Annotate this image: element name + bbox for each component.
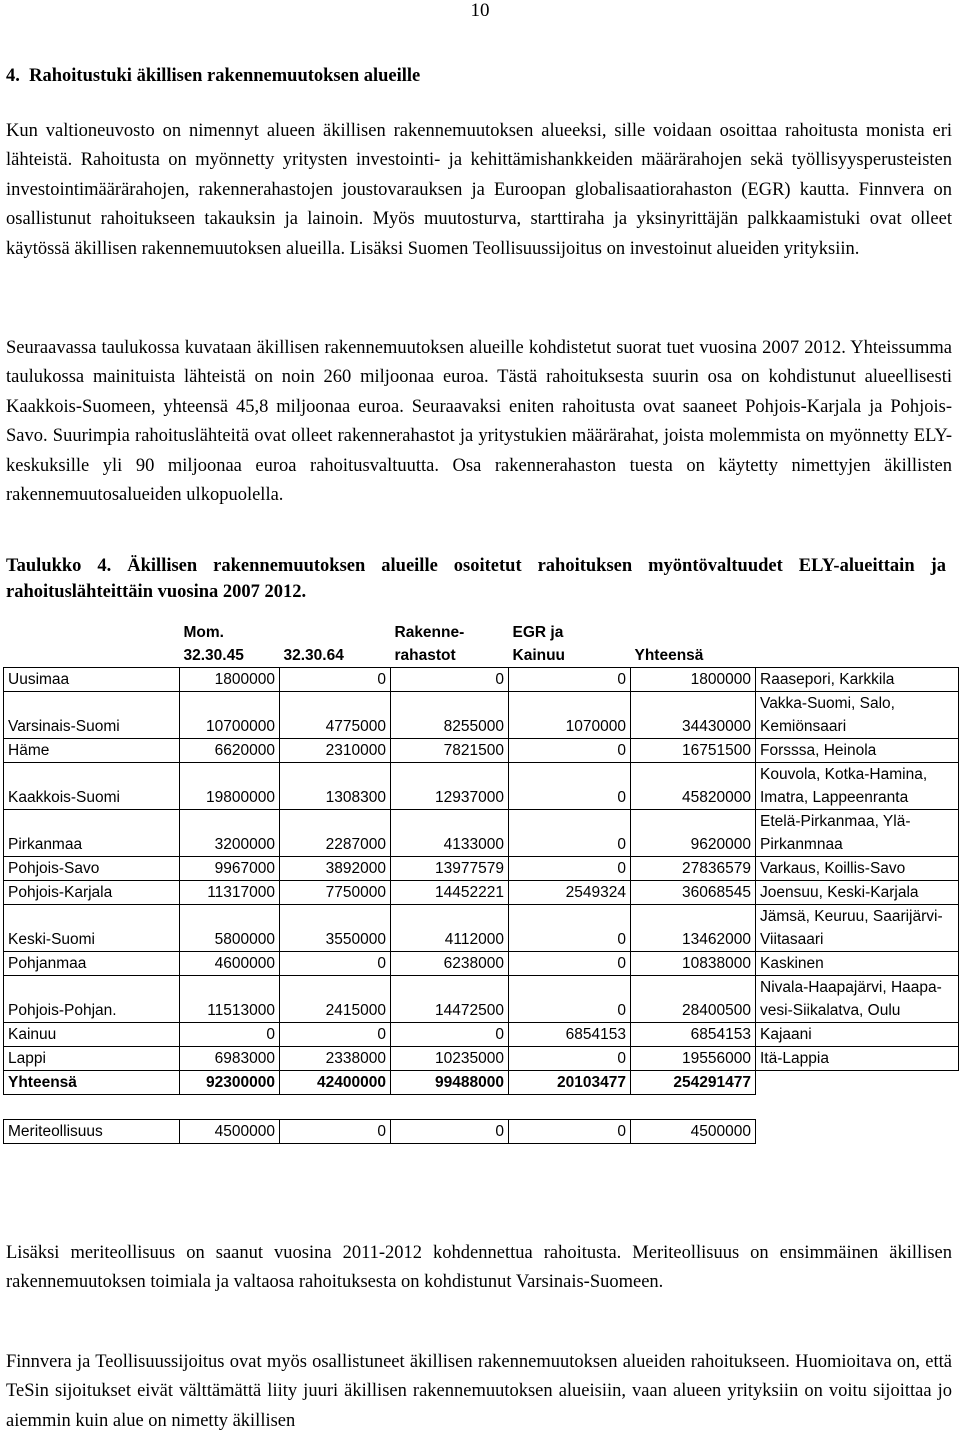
cell-region: Uusimaa — [4, 668, 180, 692]
header-mom-32-30-64: 32.30.64 — [280, 621, 391, 668]
extra-cell-total: 4500000 — [631, 1120, 756, 1144]
cell-total: 16751500 — [631, 739, 756, 763]
spacer-cell — [280, 1095, 391, 1120]
areas-line-1: Etelä-Pirkanmaa, Ylä- — [760, 813, 911, 830]
areas-line-1: Joensuu, Keski-Karjala — [760, 884, 919, 901]
cell-total: 1800000 — [631, 668, 756, 692]
paragraph-finnvera: Finnvera ja Teollisuussijoitus ovat myös osallistuneet äkillisen rakennemuutoksen alueiden rahoitukseen. Huomioitava on, että TeSin sijoitukset eivät välttämättä liity juuri äkillisen rakennemuutoksen alueisiin, vaan alueen yrityksiin on voitu sijoittaa jo aiemmin kuin alue on nimetty äkillisen — [6, 1352, 952, 1431]
cell-mom64: 0 — [280, 668, 391, 692]
cell-areas — [756, 976, 959, 1023]
areas-line-1: Vakka-Suomi, Salo, — [760, 695, 895, 712]
cell-egr: 0 — [509, 763, 631, 810]
total-cell-rakenne: 99488000 — [391, 1071, 509, 1095]
extra-cell-rakenne: 0 — [391, 1120, 509, 1144]
total-cell-egr: 20103477 — [509, 1071, 631, 1095]
cell-mom45: 19800000 — [180, 763, 280, 810]
extra-cell-mom64: 0 — [280, 1120, 391, 1144]
areas-line-2: Viitasaari — [760, 931, 824, 948]
cell-areas — [756, 905, 959, 952]
table-row — [4, 857, 959, 881]
extra-cell-egr: 0 — [509, 1120, 631, 1144]
cell-areas — [756, 1047, 959, 1071]
extra-cell-mom45: 4500000 — [180, 1120, 280, 1144]
areas-line-1: Kaskinen — [760, 955, 824, 972]
cell-mom45: 11513000 — [180, 976, 280, 1023]
areas-line-1: Forsssa, Heinola — [760, 742, 877, 759]
cell-total: 10838000 — [631, 952, 756, 976]
cell-areas — [756, 668, 959, 692]
table-row — [4, 810, 959, 857]
cell-mom64: 7750000 — [280, 881, 391, 905]
cell-mom64: 0 — [280, 1023, 391, 1047]
table-row — [4, 692, 959, 739]
table-row-meriteollisuus — [4, 1120, 959, 1144]
cell-mom45: 11317000 — [180, 881, 280, 905]
extra-cell-region: Meriteollisuus — [4, 1120, 180, 1144]
total-cell-total: 254291477 — [631, 1071, 756, 1095]
cell-region: Pohjanmaa — [4, 952, 180, 976]
cell-mom45: 6983000 — [180, 1047, 280, 1071]
header-rakennerahastot: Rakenne- rahastot — [391, 621, 509, 668]
cell-egr: 1070000 — [509, 692, 631, 739]
table-header-row — [4, 621, 959, 668]
cell-mom64: 3550000 — [280, 905, 391, 952]
header-mom-32-30-45: Mom. 32.30.45 — [180, 621, 280, 668]
cell-mom45: 4600000 — [180, 952, 280, 976]
cell-total: 6854153 — [631, 1023, 756, 1047]
cell-region: Pohjois-Pohjan. — [4, 976, 180, 1023]
total-cell-mom64: 42400000 — [280, 1071, 391, 1095]
paragraph-meriteollisuus: Lisäksi meriteollisuus on saanut vuosina 2011-2012 kohdennettua rahoitusta. Meriteollisuus on ensimmäinen äkillisen rakennemuutoksen toimiala ja valtaosa rahoituksesta on kohdistunut Varsinais-Suomeen. — [6, 1243, 952, 1293]
cell-region: Varsinais-Suomi — [4, 692, 180, 739]
paragraph-table-description: Seuraavassa taulukossa kuvataan äkillisen rakennemuutoksen alueille kohdistetut suorat tuet vuosina 2007 2012. Yhteissumma taulukossa mainituista lähteistä on noin 260 miljoonaa euroa. Tästä rahoituksesta suurin osa on kohdistunut alueellisesti Kaakkois-Suomeen, yhteensä 45,8 miljoonaa euroa. Seuraavaksi eniten rahoitusta ovat saaneet Pohjois-Karjala ja Pohjois-Savo. Suurimpia rahoituslähteitä ovat olleet rakennerahastot ja yritystukien määrärahat, joista molemmista on myönnetty ELY-keskuksille yli 90 miljoonaa euroa rahoitusvaltuutta. Osa rakennerahaston tuesta on käytetty nimettyjen äkillisten rakennemuutosalueiden ulkopuolella. — [6, 338, 952, 506]
cell-egr: 0 — [509, 976, 631, 1023]
cell-mom64: 2310000 — [280, 739, 391, 763]
cell-region: Pohjois-Savo — [4, 857, 180, 881]
cell-total: 36068545 — [631, 881, 756, 905]
table-row — [4, 763, 959, 810]
cell-rakenne: 13977579 — [391, 857, 509, 881]
areas-line-2: Imatra, Lappeenranta — [760, 789, 909, 806]
table-row — [4, 952, 959, 976]
cell-egr: 0 — [509, 857, 631, 881]
cell-rakenne: 7821500 — [391, 739, 509, 763]
cell-mom45: 10700000 — [180, 692, 280, 739]
total-cell-region: Yhteensä — [4, 1071, 180, 1095]
section-heading: 4. Rahoitustuki äkillisen rakennemuutoksen alueille — [6, 66, 421, 86]
areas-line-1: Varkaus, Koillis-Savo — [760, 860, 906, 877]
table-row — [4, 905, 959, 952]
cell-rakenne: 14472500 — [391, 976, 509, 1023]
areas-line-2: Pirkanmnaa — [760, 836, 843, 853]
cell-mom45: 9967000 — [180, 857, 280, 881]
table-row — [4, 881, 959, 905]
spacer-cell — [509, 1095, 631, 1120]
table-row — [4, 1047, 959, 1071]
cell-total: 13462000 — [631, 905, 756, 952]
cell-rakenne: 4133000 — [391, 810, 509, 857]
cell-areas — [756, 881, 959, 905]
cell-areas — [756, 1023, 959, 1047]
areas-line-1: Kajaani — [760, 1026, 812, 1043]
header-yhteensa: Yhteensä — [631, 621, 756, 668]
cell-region: Pohjois-Karjala — [4, 881, 180, 905]
cell-mom64: 2287000 — [280, 810, 391, 857]
table-spacer-row — [4, 1095, 959, 1120]
areas-line-1: Itä-Lappia — [760, 1050, 829, 1067]
cell-egr: 0 — [509, 739, 631, 763]
cell-mom45: 6620000 — [180, 739, 280, 763]
cell-egr: 0 — [509, 952, 631, 976]
header-areas-empty — [756, 621, 959, 668]
areas-line-1: Raasepori, Karkkila — [760, 671, 895, 688]
cell-total: 9620000 — [631, 810, 756, 857]
cell-mom64: 0 — [280, 952, 391, 976]
spacer-cell — [756, 1095, 959, 1120]
cell-areas — [756, 739, 959, 763]
cell-total: 34430000 — [631, 692, 756, 739]
cell-mom45: 3200000 — [180, 810, 280, 857]
table-row — [4, 976, 959, 1023]
cell-mom45: 0 — [180, 1023, 280, 1047]
cell-rakenne: 0 — [391, 1023, 509, 1047]
table-total-row — [4, 1071, 959, 1095]
cell-areas — [756, 763, 959, 810]
cell-region: Lappi — [4, 1047, 180, 1071]
funding-table — [3, 621, 959, 1144]
header-empty-cell — [4, 621, 180, 668]
cell-rakenne: 8255000 — [391, 692, 509, 739]
cell-mom64: 2415000 — [280, 976, 391, 1023]
cell-region: Keski-Suomi — [4, 905, 180, 952]
cell-areas — [756, 810, 959, 857]
table-caption: Taulukko 4. Äkillisen rakennemuutoksen alueille osoitetut rahoituksen myöntövaltuudet ELY-alueittain ja rahoituslähteittäin vuosina 2007 2012. — [6, 556, 946, 602]
cell-mom45: 5800000 — [180, 905, 280, 952]
areas-line-2: Kemiönsaari — [760, 718, 847, 735]
cell-egr: 0 — [509, 1047, 631, 1071]
cell-region: Kaakkois-Suomi — [4, 763, 180, 810]
cell-egr: 0 — [509, 668, 631, 692]
cell-total: 28400500 — [631, 976, 756, 1023]
cell-region: Pirkanmaa — [4, 810, 180, 857]
cell-mom64: 1308300 — [280, 763, 391, 810]
cell-rakenne: 12937000 — [391, 763, 509, 810]
cell-rakenne: 6238000 — [391, 952, 509, 976]
cell-rakenne: 0 — [391, 668, 509, 692]
cell-rakenne: 14452221 — [391, 881, 509, 905]
cell-mom64: 2338000 — [280, 1047, 391, 1071]
cell-rakenne: 4112000 — [391, 905, 509, 952]
cell-areas — [756, 857, 959, 881]
cell-egr: 6854153 — [509, 1023, 631, 1047]
cell-region: Kainuu — [4, 1023, 180, 1047]
cell-total: 19556000 — [631, 1047, 756, 1071]
cell-mom64: 3892000 — [280, 857, 391, 881]
areas-line-1: Nivala-Haapajärvi, Haapa- — [760, 979, 942, 996]
total-cell-mom45: 92300000 — [180, 1071, 280, 1095]
areas-line-1: Jämsä, Keuruu, Saarijärvi- — [760, 908, 943, 925]
cell-areas — [756, 952, 959, 976]
cell-egr: 2549324 — [509, 881, 631, 905]
table-row — [4, 668, 959, 692]
cell-areas — [756, 692, 959, 739]
page-number: 10 — [470, 0, 490, 21]
cell-egr: 0 — [509, 905, 631, 952]
cell-total: 27836579 — [631, 857, 756, 881]
spacer-cell — [180, 1095, 280, 1120]
cell-mom45: 1800000 — [180, 668, 280, 692]
table-row — [4, 739, 959, 763]
total-cell-blank — [756, 1071, 959, 1095]
cell-egr: 0 — [509, 810, 631, 857]
cell-total: 45820000 — [631, 763, 756, 810]
cell-rakenne: 10235000 — [391, 1047, 509, 1071]
extra-cell-blank — [756, 1120, 959, 1144]
table-row — [4, 1023, 959, 1047]
cell-mom64: 4775000 — [280, 692, 391, 739]
spacer-cell — [4, 1095, 180, 1120]
spacer-cell — [391, 1095, 509, 1120]
areas-line-2: vesi-Siikalatva, Oulu — [760, 1002, 901, 1019]
areas-line-1: Kouvola, Kotka-Hamina, — [760, 766, 928, 783]
header-egr-kainuu: EGR ja Kainuu — [509, 621, 631, 668]
cell-region: Häme — [4, 739, 180, 763]
paragraph-intro: Kun valtioneuvosto on nimennyt alueen äkillisen rakennemuutoksen alueeksi, sille voidaan osoittaa rahoitusta monista eri lähteistä. Rahoitusta on myönnetty yritysten investointi- ja kehittämishankkeiden määrärahojen sekä työllisyysperusteisten investointimäärärahojen, rakennerahastojen joustovarauksen ja Euroopan globalisaatiorahaston (EGR) kautta. Finnvera on osallistunut rahoitukseen takauksin ja lainoin. Myös muutosturva, starttiraha ja yksinyrittäjän palkkaamistuki ovat olleet käytössä äkillisen rakennemuutoksen alueilla. Lisäksi Suomen Teollisuussijoitus on investoinut alueiden yrityksiin. — [6, 121, 952, 259]
spacer-cell — [631, 1095, 756, 1120]
